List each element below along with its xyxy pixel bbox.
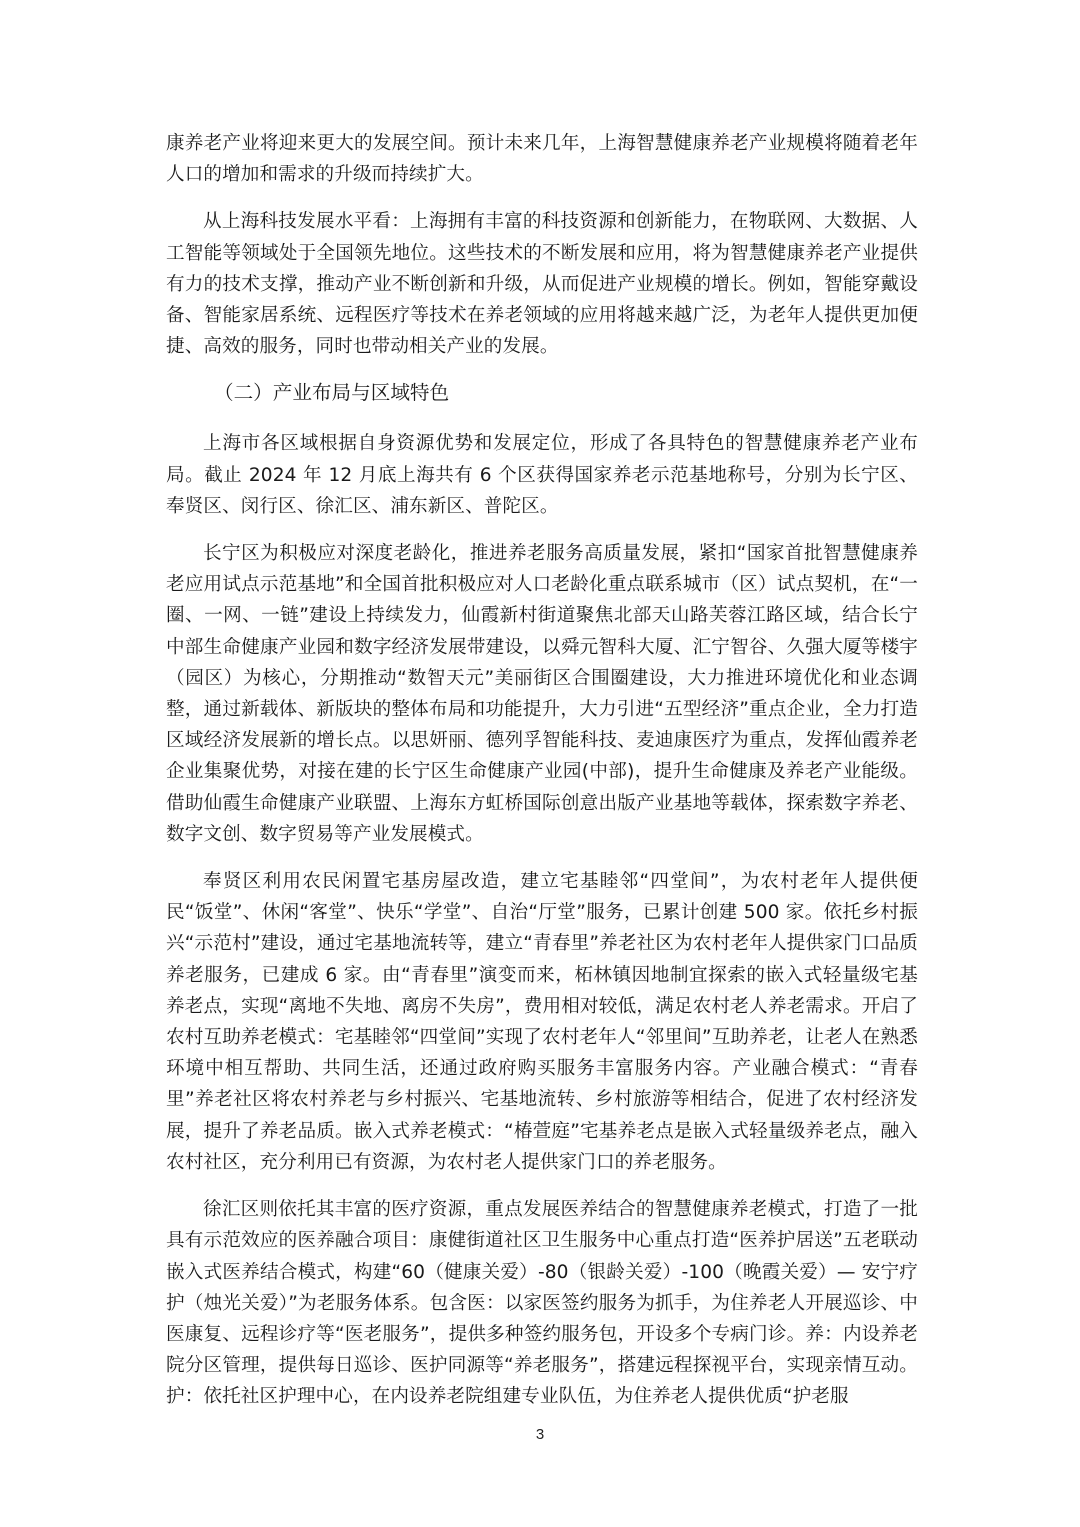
- paragraph-fengxian: 奉贤区利用农民闲置宅基房屋改造，建立宅基睦邻“四堂间”，为农村老年人提供便民“饭堂”、休闲“客堂”、快乐“学堂”、自治“厅堂”服务，已累计创建 500 家。依托乡村振兴“示范村”建设，通过宅基地流转等，建立“青春里”养老社区为农村老年人提供家门口品质养老服务，已建成 6 家。由“青春里”演变而来，柘林镇因地制宜探索的嵌入式轻量级宅基养老点，实现“离地不失地、离房不失房”，费用相对较低，满足农村老人养老需求。开启了农村互助养老模式：宅基睦邻“四堂间”实现了农村老年人“邻里间”互助养老，让老人在熟悉环境中相互帮助、共同生活，还通过政府购买服务丰富服务内容。产业融合模式：“青春里”养老社区将农村养老与乡村振兴、宅基地流转、乡村旅游等相结合，促进了农村经济发展，提升了养老品质。嵌入式养老模式：“椿萱庭”宅基养老点是嵌入式轻量级养老点，融入农村社区，充分利用已有资源，为农村老人提供家门口的养老服务。: [166, 871, 918, 1173]
- page-number: 3: [535, 1426, 545, 1443]
- paragraph-xuhui: 徐汇区则依托其丰富的医疗资源，重点发展医养结合的智慧健康养老模式，打造了一批具有示范效应的医养融合项目：康健街道社区卫生服务中心重点打造“医养护居送”五老联动嵌入式医养结合模式，构建“60（健康关爱）-80（银龄关爱）-100（晚霞关爱）— 安宁疗护（烛光关爱）”为老服务体系。包含医：以家医签约服务为抓手，为住养老人开展巡诊、中医康复、远程诊疗等“医老服务”，提供多种签约服务包，开设多个专病门诊。养：内设养老院分区管理，提供每日巡诊、医护同源等“养老服务”，搭建远程探视平台，实现亲情互动。护：依托社区护理中心，在内设养老院组建专业队伍，为住养老人提供优质“护老服: [166, 1199, 918, 1408]
- document-body: [166, 128, 918, 1429]
- paragraph-continuation: 康养老产业将迎来更大的发展空间。预计未来几年，上海智慧健康养老产业规模将随着老年人口的增加和需求的升级而持续扩大。: [166, 133, 918, 186]
- paragraph-regional-layout: 上海市各区域根据自身资源优势和发展定位，形成了各具特色的智慧健康养老产业布局。截止 2024 年 12 月底上海共有 6 个区获得国家养老示范基地称号，分别为长宁区、奉贤区、闵行区、徐汇区、浦东新区、普陀区。: [166, 433, 918, 517]
- section-heading: （二）产业布局与区域特色: [214, 381, 450, 405]
- paragraph-tech-level: 从上海科技发展水平看：上海拥有丰富的科技资源和创新能力，在物联网、大数据、人工智能等领域处于全国领先地位。这些技术的不断发展和应用，将为智慧健康养老产业提供有力的技术支撑，推动产业不断创新和升级，从而促进产业规模的增长。例如，智能穿戴设备、智能家居系统、远程医疗等技术在养老领域的应用将越来越广泛，为老年人提供更加便捷、高效的服务，同时也带动相关产业的发展。: [166, 211, 918, 358]
- paragraph-changning: 长宁区为积极应对深度老龄化，推进养老服务高质量发展，紧扣“国家首批智慧健康养老应用试点示范基地”和全国首批积极应对人口老龄化重点联系城市（区）试点契机，在“一圈、一网、一链”建设上持续发力，仙霞新村街道聚焦北部天山路芙蓉江路区域，结合长宁中部生命健康产业园和数字经济发展带建设，以舜元智科大厦、汇宁智谷、久强大厦等楼宇（园区）为核心，分期推动“数智天元”美丽街区合围圈建设，大力推进环境优化和业态调整，通过新载体、新版块的整体布局和功能提升，大力引进“五型经济”重点企业，全力打造区域经济发展新的增长点。以思妍丽、德列孚智能科技、麦迪康医疗为重点，发挥仙霞养老企业集聚优势，对接在建的长宁区生命健康产业园(中部)，提升生命健康及养老产业能级。借助仙霞生命健康产业联盟、上海东方虹桥国际创意出版产业基地等载体，探索数字养老、数字文创、数字贸易等产业发展模式。: [166, 543, 918, 845]
